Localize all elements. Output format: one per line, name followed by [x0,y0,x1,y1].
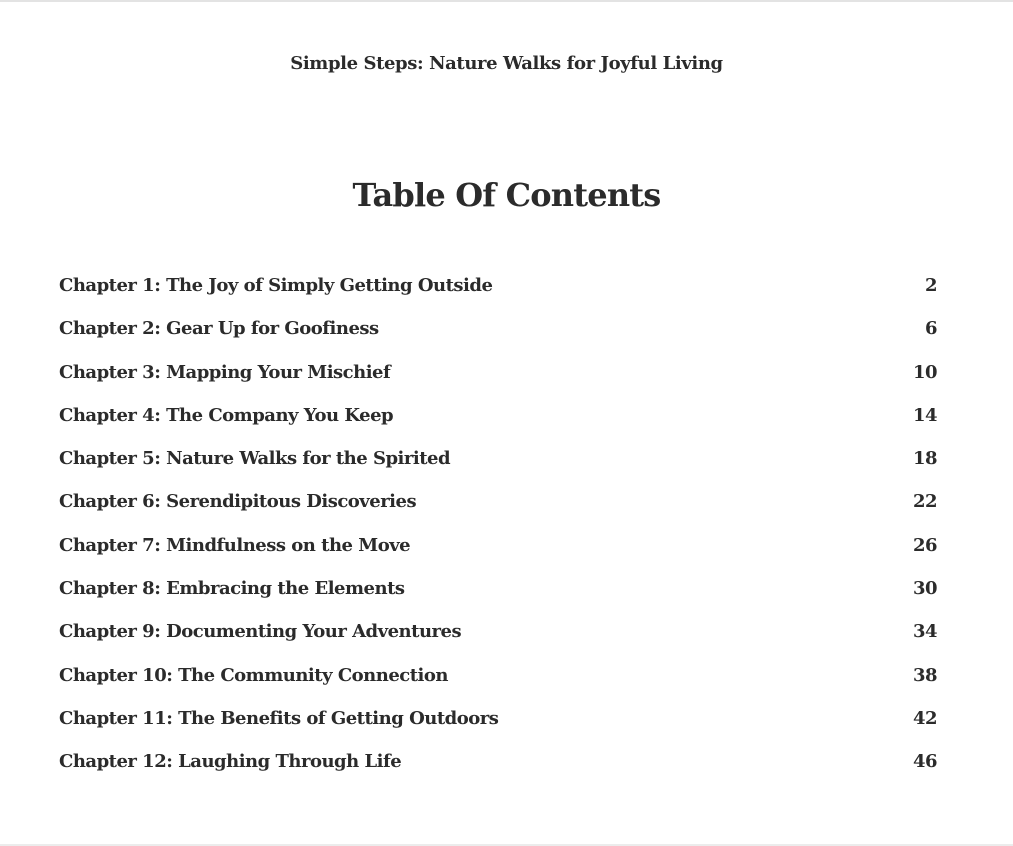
book-title: Simple Steps: Nature Walks for Joyful Living [290,53,723,74]
toc-entry-1[interactable] [59,272,937,315]
top-divider [0,0,1013,2]
toc-entry-title: Chapter 10: The Community Connection [59,664,448,686]
toc-entry-5[interactable] [59,445,937,488]
toc-entry-3[interactable] [59,359,937,402]
toc-entry-title: Chapter 1: The Joy of Simply Getting Outside [59,275,493,296]
toc-entry-title: Chapter 2: Gear Up for Goofiness [59,318,379,340]
toc-entry-title: Chapter 4: The Company You Keep [59,404,394,426]
toc-list [59,272,937,792]
toc-entry-title: Chapter 5: Nature Walks for the Spirited [59,448,451,470]
toc-entry-12[interactable] [59,748,937,791]
toc-entry-page: 22 [912,491,937,513]
toc-entry-title: Chapter 7: Mindfulness on the Move [59,534,411,556]
toc-entry-10[interactable] [59,662,937,705]
toc-entry-page: 42 [912,707,937,729]
toc-entry-6[interactable] [59,488,937,531]
toc-entry-title: Chapter 3: Mapping Your Mischief [59,361,391,383]
toc-entry-2[interactable] [59,315,937,358]
toc-heading: Table Of Contents [352,176,661,214]
toc-entry-page: 30 [912,578,937,600]
toc-entry-page: 2 [924,275,937,296]
toc-entry-page: 38 [912,664,937,686]
toc-entry-8[interactable] [59,575,937,618]
toc-entry-7[interactable] [59,532,937,575]
toc-entry-page: 34 [912,621,937,643]
toc-entry-title: Chapter 11: The Benefits of Getting Outdoors [59,707,499,729]
toc-entry-page: 10 [912,361,937,383]
toc-entry-page: 14 [912,404,937,426]
toc-entry-title: Chapter 8: Embracing the Elements [59,578,405,600]
toc-entry-title: Chapter 6: Serendipitous Discoveries [59,491,417,513]
toc-entry-11[interactable] [59,705,937,748]
toc-entry-9[interactable] [59,618,937,661]
toc-entry-page: 26 [912,534,937,556]
toc-entry-page: 46 [912,751,937,773]
toc-entry-page: 18 [912,448,937,470]
toc-entry-page: 6 [924,318,937,340]
toc-entry-title: Chapter 9: Documenting Your Adventures [59,621,462,643]
toc-entry-title: Chapter 12: Laughing Through Life [59,751,402,773]
toc-entry-4[interactable] [59,402,937,445]
